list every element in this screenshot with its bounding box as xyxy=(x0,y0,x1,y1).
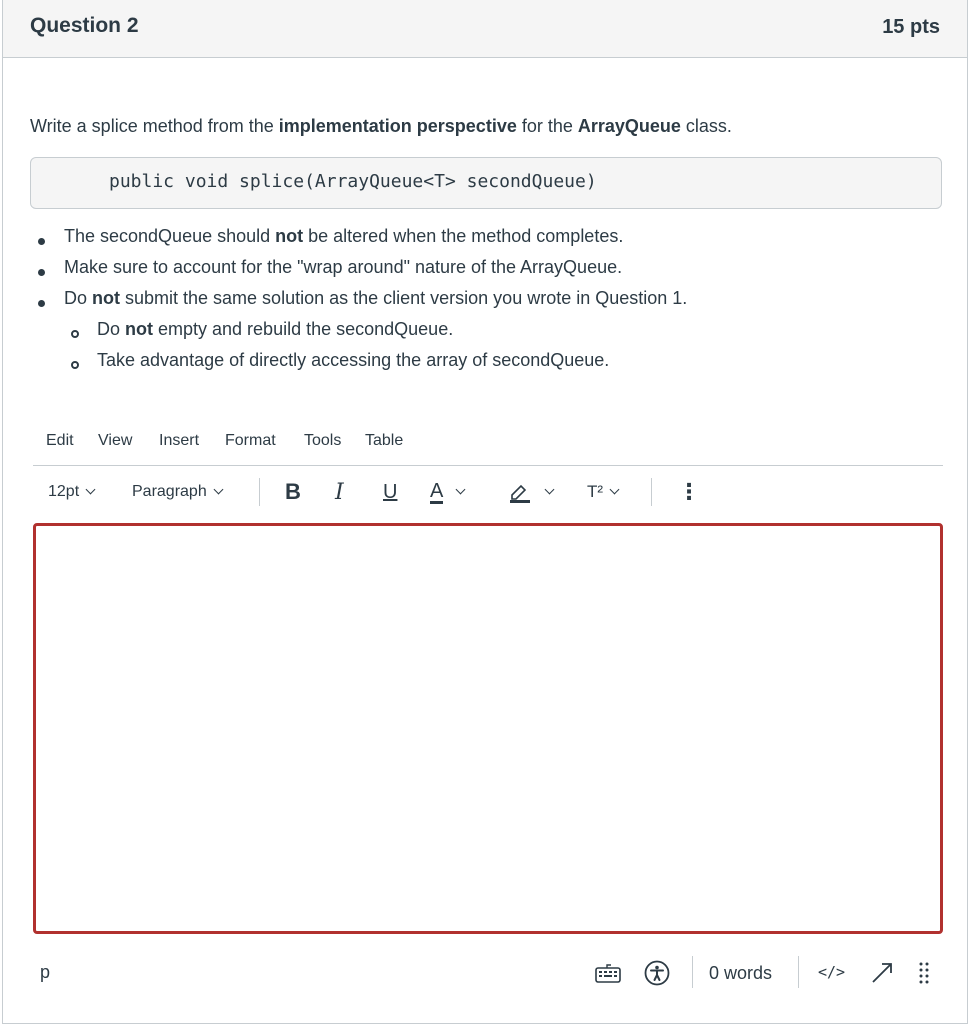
menu-table[interactable]: Table xyxy=(365,432,404,449)
list-item-emphasis: not xyxy=(275,226,304,246)
fullscreen-button[interactable] xyxy=(867,958,897,988)
prompt-text: Write a splice method from the xyxy=(30,116,279,136)
element-path[interactable]: p xyxy=(40,962,51,982)
toolbar-divider xyxy=(259,478,260,506)
question-prompt xyxy=(30,116,732,137)
list-item-text: submit the same solution as the client version you wrote in Question 1. xyxy=(120,288,688,308)
list-item-text: Take advantage of directly accessing the array of secondQueue. xyxy=(97,350,610,370)
menu-format[interactable]: Format xyxy=(225,432,276,449)
list-item xyxy=(64,288,687,309)
keyboard-icon xyxy=(594,962,622,984)
editor-toolbar xyxy=(33,474,943,510)
underline-icon: U xyxy=(383,480,398,503)
list-item-emphasis: not xyxy=(92,288,120,308)
highlight-color-button[interactable] xyxy=(508,474,553,510)
block-format-value: Paragraph xyxy=(132,483,207,500)
statusbar-divider xyxy=(798,956,799,988)
prompt-emphasis: implementation perspective xyxy=(278,116,517,136)
bold-icon: B xyxy=(285,479,301,504)
prompt-class-name: ArrayQueue xyxy=(577,116,681,136)
chevron-down-icon xyxy=(610,485,620,495)
block-format-dropdown[interactable] xyxy=(132,474,222,510)
list-item-text: The secondQueue should xyxy=(64,226,276,246)
bullet-icon xyxy=(38,269,45,276)
prompt-text: for the xyxy=(516,116,578,136)
list-item-text: Do xyxy=(64,288,93,308)
superscript-button[interactable] xyxy=(587,474,618,510)
list-item-text: Make sure to account for the "wrap around" nature of the ArrayQueue. xyxy=(64,257,623,277)
chevron-down-icon xyxy=(213,485,223,495)
chevron-down-icon xyxy=(86,485,96,495)
text-color-icon: A xyxy=(430,479,444,502)
toolbar-divider xyxy=(651,478,652,506)
list-item-emphasis: not xyxy=(125,319,153,339)
code-block xyxy=(30,157,942,209)
question-card xyxy=(2,0,968,1024)
menu-insert[interactable]: Insert xyxy=(159,432,200,449)
superscript-icon: T² xyxy=(587,482,604,501)
text-color-button[interactable] xyxy=(430,474,464,510)
chevron-down-icon xyxy=(456,485,466,495)
sub-bullet-icon xyxy=(71,361,79,369)
prompt-text: class. xyxy=(680,116,732,136)
font-size-value: 12pt xyxy=(48,483,80,500)
menu-view[interactable]: View xyxy=(98,432,133,449)
underline-button[interactable] xyxy=(383,474,397,510)
menu-edit[interactable]: Edit xyxy=(46,432,74,449)
menu-tools[interactable]: Tools xyxy=(304,432,342,449)
resize-handle[interactable] xyxy=(914,958,934,988)
list-item-text: Do xyxy=(97,319,126,339)
html-editor-toggle[interactable]: </> xyxy=(818,963,846,981)
sub-bullet-icon xyxy=(71,330,79,338)
italic-button[interactable] xyxy=(335,474,344,510)
bullet-icon xyxy=(38,300,45,307)
accessibility-icon xyxy=(644,960,670,986)
keyboard-shortcuts-button[interactable] xyxy=(593,958,623,988)
italic-icon: I xyxy=(335,479,344,505)
list-item-text: empty and rebuild the secondQueue. xyxy=(153,319,454,339)
sub-list-item xyxy=(97,350,609,371)
more-options-button[interactable] xyxy=(678,474,700,510)
chevron-down-icon xyxy=(545,485,555,495)
list-item xyxy=(64,226,623,247)
highlighter-icon xyxy=(508,481,532,503)
font-size-dropdown[interactable] xyxy=(48,474,94,510)
word-count[interactable]: 0 words xyxy=(709,963,773,983)
sub-list-item xyxy=(97,319,453,340)
rich-text-editor-area[interactable] xyxy=(33,523,943,934)
editor-statusbar xyxy=(33,950,943,996)
more-vertical-icon: ⋮ xyxy=(678,479,700,504)
question-header xyxy=(3,0,967,58)
list-item-text: be altered when the method completes. xyxy=(303,226,624,246)
list-item xyxy=(64,257,622,278)
menubar-divider xyxy=(33,465,943,466)
expand-icon xyxy=(869,960,895,986)
question-points: 15 pts xyxy=(882,16,940,38)
accessibility-checker-button[interactable] xyxy=(642,958,672,988)
statusbar-divider xyxy=(692,956,693,988)
question-title: Question 2 xyxy=(30,14,139,37)
drag-handle-icon xyxy=(918,961,930,985)
code-signature: public void splice(ArrayQueue<T> secondQueue) xyxy=(109,171,597,192)
bullet-icon xyxy=(38,238,45,245)
bold-button[interactable] xyxy=(285,474,301,510)
